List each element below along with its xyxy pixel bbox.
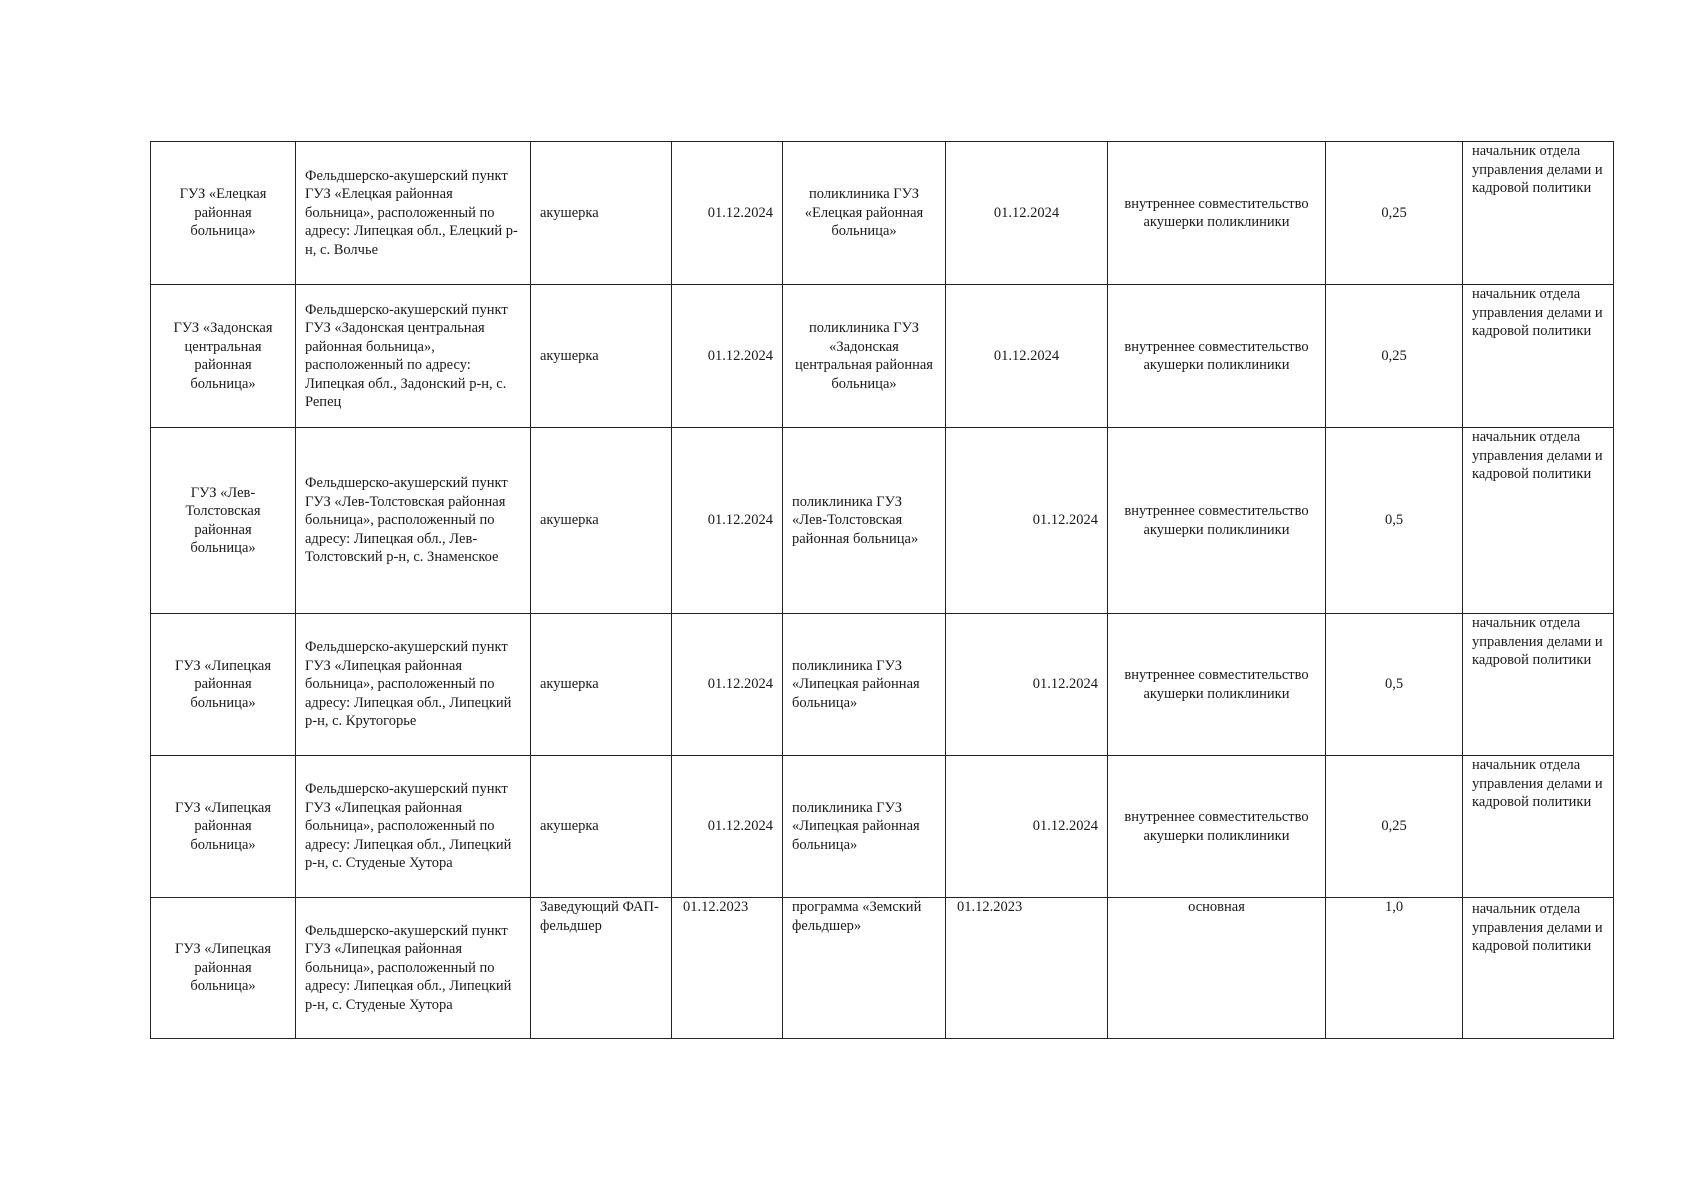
start-date-cell: 01.12.2024 [672,756,783,898]
position-cell: акушерка [531,614,672,756]
rate-cell: 0,25 [1326,285,1463,428]
position-cell: акушерка [531,142,672,285]
end-date-cell: 01.12.2024 [946,756,1108,898]
start-date-cell: 01.12.2023 [672,898,783,1039]
organization-cell: ГУЗ «Липецкая районная больница» [151,614,296,756]
end-date-cell: 01.12.2024 [946,428,1108,614]
responsible-cell: начальник отдела управления делами и кадровой политики [1463,898,1614,1039]
source-cell: поликлиника ГУЗ «Лев-Толстовская районная больница» [783,428,946,614]
source-cell: поликлиника ГУЗ «Елецкая районная больница» [783,142,946,285]
organization-cell: ГУЗ «Липецкая районная больница» [151,756,296,898]
table-row [151,285,1614,428]
table-row [151,756,1614,898]
employment-type-cell: внутреннее совместительство акушерки поликлиники [1108,142,1326,285]
table-row [151,898,1614,1039]
start-date-cell: 01.12.2024 [672,614,783,756]
source-cell: поликлиника ГУЗ «Липецкая районная больница» [783,614,946,756]
rate-cell: 0,25 [1326,756,1463,898]
unit-address-cell: Фельдшерско-акушерский пункт ГУЗ «Липецкая районная больница», расположенный по адресу: Липецкая обл., Липецкий р-н, с. Крутогорье [296,614,531,756]
end-date-cell: 01.12.2024 [946,142,1108,285]
organization-cell: ГУЗ «Елецкая районная больница» [151,142,296,285]
responsible-cell: начальник отдела управления делами и кадровой политики [1463,285,1614,428]
unit-address-cell: Фельдшерско-акушерский пункт ГУЗ «Задонская центральная районная больница», расположенный по адресу: Липецкая обл., Задонский р-н, с. Репец [296,285,531,428]
employment-type-cell: внутреннее совместительство акушерки поликлиники [1108,756,1326,898]
rate-cell: 1,0 [1326,898,1463,1039]
position-cell: Заведующий ФАП-фельдшер [531,898,672,1039]
source-cell: поликлиника ГУЗ «Задонская центральная районная больница» [783,285,946,428]
rate-cell: 0,25 [1326,142,1463,285]
unit-address-cell: Фельдшерско-акушерский пункт ГУЗ «Липецкая районная больница», расположенный по адресу: Липецкая обл., Липецкий р-н, с. Студеные Хутора [296,898,531,1039]
table-row [151,142,1614,285]
table-row [151,428,1614,614]
unit-address-cell: Фельдшерско-акушерский пункт ГУЗ «Елецкая районная больница», расположенный по адресу: Липецкая обл., Елецкий р-н, с. Волчье [296,142,531,285]
organization-cell: ГУЗ «Липецкая районная больница» [151,898,296,1039]
employment-type-cell: основная [1108,898,1326,1039]
unit-address-cell: Фельдшерско-акушерский пункт ГУЗ «Липецкая районная больница», расположенный по адресу: Липецкая обл., Липецкий р-н, с. Студеные Хутора [296,756,531,898]
source-cell: поликлиника ГУЗ «Липецкая районная больница» [783,756,946,898]
end-date-cell: 01.12.2024 [946,614,1108,756]
end-date-cell: 01.12.2024 [946,285,1108,428]
start-date-cell: 01.12.2024 [672,428,783,614]
rate-cell: 0,5 [1326,614,1463,756]
rate-cell: 0,5 [1326,428,1463,614]
start-date-cell: 01.12.2024 [672,285,783,428]
start-date-cell: 01.12.2024 [672,142,783,285]
responsible-cell: начальник отдела управления делами и кадровой политики [1463,614,1614,756]
position-cell: акушерка [531,285,672,428]
employment-type-cell: внутреннее совместительство акушерки поликлиники [1108,285,1326,428]
staffing-table [150,141,1614,1039]
organization-cell: ГУЗ «Лев-Толстовская районная больница» [151,428,296,614]
responsible-cell: начальник отдела управления делами и кадровой политики [1463,142,1614,285]
unit-address-cell: Фельдшерско-акушерский пункт ГУЗ «Лев-Толстовская районная больница», расположенный по адресу: Липецкая обл., Лев-Толстовский р-н, с. Знаменское [296,428,531,614]
position-cell: акушерка [531,428,672,614]
responsible-cell: начальник отдела управления делами и кадровой политики [1463,756,1614,898]
responsible-cell: начальник отдела управления делами и кадровой политики [1463,428,1614,614]
source-cell: программа «Земский фельдшер» [783,898,946,1039]
table-row [151,614,1614,756]
end-date-cell: 01.12.2023 [946,898,1108,1039]
organization-cell: ГУЗ «Задонская центральная районная больница» [151,285,296,428]
employment-type-cell: внутреннее совместительство акушерки поликлиники [1108,428,1326,614]
employment-type-cell: внутреннее совместительство акушерки поликлиники [1108,614,1326,756]
position-cell: акушерка [531,756,672,898]
